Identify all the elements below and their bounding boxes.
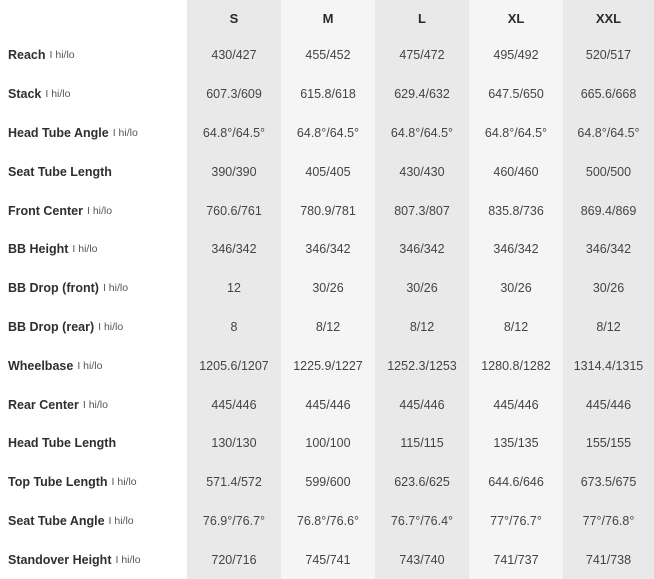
value-cell: 760.6/761 <box>206 203 262 218</box>
row-label-text: BB Height <box>8 242 69 257</box>
row-label-qualifier: I hi/lo <box>98 320 124 333</box>
value-cell: 8/12 <box>596 319 621 334</box>
value-cell: 64.8°/64.5° <box>390 125 454 140</box>
value-cell: 1252.3/1253 <box>387 358 457 373</box>
row-label <box>0 540 187 579</box>
value-cell: 30/26 <box>312 281 344 296</box>
value-cell: 445/446 <box>305 397 351 412</box>
value-cell: 64.8°/64.5° <box>202 125 266 140</box>
row-label-text: Seat Tube Length <box>8 164 112 179</box>
value-cell: 673.5/675 <box>580 475 637 490</box>
value-cell: 460/460 <box>493 164 539 179</box>
row-label <box>0 385 187 424</box>
value-cell: 629.4/632 <box>394 87 450 102</box>
value-cell: 390/390 <box>211 164 257 179</box>
value-cell: 77°/76.8° <box>582 513 635 528</box>
value-cell: 741/737 <box>493 552 539 567</box>
row-label-text: Standover Height <box>8 552 112 567</box>
value-cell: 8 <box>230 319 238 334</box>
row-label <box>0 424 187 463</box>
value-cell: 405/405 <box>305 164 351 179</box>
value-cell: 644.6/646 <box>488 475 544 490</box>
size-header-l: L <box>418 10 426 26</box>
row-label-qualifier: I hi/lo <box>115 553 141 566</box>
value-cell: 1205.6/1207 <box>199 358 269 373</box>
value-cell: 30/26 <box>500 281 532 296</box>
value-cell: 495/492 <box>493 48 539 63</box>
value-cell: 115/115 <box>400 436 444 451</box>
value-cell: 741/738 <box>585 552 632 567</box>
row-label-text: BB Drop (rear) <box>8 319 95 334</box>
row-label-qualifier: I hi/lo <box>72 243 98 256</box>
row-label-text: Top Tube Length <box>8 475 108 490</box>
value-cell: 520/517 <box>585 48 632 63</box>
value-cell: 76.7°/76.4° <box>390 513 454 528</box>
value-cell: 64.8°/64.5° <box>577 125 640 140</box>
value-cell: 445/446 <box>585 397 632 412</box>
value-cell: 743/740 <box>399 552 445 567</box>
row-label <box>0 114 187 153</box>
row-label-text: BB Drop (front) <box>8 281 99 296</box>
size-header-xl: XL <box>507 10 525 26</box>
value-cell: 346/342 <box>211 242 257 257</box>
value-cell: 430/427 <box>211 48 257 63</box>
value-cell: 445/446 <box>211 397 257 412</box>
row-label <box>0 269 187 308</box>
value-cell: 100/100 <box>305 436 351 451</box>
size-header-m: M <box>322 10 334 26</box>
value-cell: 8/12 <box>409 319 435 334</box>
value-cell: 720/716 <box>211 552 257 567</box>
value-cell: 8/12 <box>503 319 529 334</box>
row-label <box>0 191 187 230</box>
value-cell: 430/430 <box>399 164 445 179</box>
row-label <box>0 36 187 75</box>
value-cell: 135/135 <box>493 436 539 451</box>
row-label-text: Head Tube Length <box>8 436 117 451</box>
header-corner <box>0 0 187 36</box>
row-label <box>0 230 187 269</box>
size-header-s: S <box>229 10 239 26</box>
value-cell: 76.8°/76.6° <box>296 513 360 528</box>
value-cell: 869.4/869 <box>580 203 637 218</box>
size-header-xxl: XXL <box>595 10 622 26</box>
row-label-qualifier: I hi/lo <box>102 282 129 295</box>
value-cell: 8/12 <box>315 319 341 334</box>
row-label-qualifier: I hi/lo <box>108 514 134 527</box>
value-cell: 77°/76.7° <box>490 513 542 528</box>
row-label-text: Head Tube Angle <box>8 125 109 140</box>
value-cell: 665.6/668 <box>580 87 637 102</box>
row-label-text: Wheelbase <box>8 358 74 373</box>
row-label <box>0 502 187 541</box>
value-cell: 475/472 <box>399 48 445 63</box>
value-cell: 807.3/807 <box>394 203 450 218</box>
row-label-qualifier: I hi/lo <box>45 88 71 101</box>
value-cell: 1225.9/1227 <box>293 358 363 373</box>
value-cell: 623.6/625 <box>394 475 450 490</box>
value-cell: 835.8/736 <box>488 203 544 218</box>
row-label-text: Rear Center <box>8 397 79 412</box>
row-label-text: Stack <box>8 87 42 102</box>
value-cell: 12 <box>227 281 241 296</box>
value-cell: 615.8/618 <box>300 87 356 102</box>
row-label-qualifier: I hi/lo <box>77 359 103 372</box>
value-cell: 64.8°/64.5° <box>484 125 548 140</box>
row-label-qualifier: I hi/lo <box>112 126 138 139</box>
row-label <box>0 308 187 347</box>
value-cell: 780.9/781 <box>300 203 356 218</box>
value-cell: 346/342 <box>493 242 539 257</box>
value-cell: 455/452 <box>305 48 351 63</box>
row-label-text: Front Center <box>8 203 83 218</box>
row-label-qualifier: I hi/lo <box>49 49 75 62</box>
value-cell: 647.5/650 <box>488 87 544 102</box>
value-cell: 30/26 <box>592 281 625 296</box>
row-label-text: Seat Tube Angle <box>8 513 105 528</box>
value-cell: 30/26 <box>406 281 438 296</box>
value-cell: 445/446 <box>399 397 445 412</box>
value-cell: 745/741 <box>305 552 351 567</box>
value-cell: 607.3/609 <box>206 87 262 102</box>
value-cell: 346/342 <box>399 242 445 257</box>
value-cell: 155/155 <box>585 436 632 451</box>
row-label <box>0 75 187 114</box>
value-cell: 1280.8/1282 <box>481 358 551 373</box>
row-label-qualifier: I hi/lo <box>82 398 108 411</box>
value-cell: 445/446 <box>493 397 539 412</box>
value-cell: 76.9°/76.7° <box>202 513 266 528</box>
value-cell: 130/130 <box>211 436 257 451</box>
value-cell: 571.4/572 <box>206 475 262 490</box>
value-cell: 346/342 <box>305 242 351 257</box>
row-label <box>0 346 187 385</box>
value-cell: 500/500 <box>585 164 632 179</box>
row-label-text: Reach <box>8 48 46 63</box>
row-label-qualifier: I hi/lo <box>111 476 137 489</box>
row-label <box>0 463 187 502</box>
value-cell: 1314.4/1315 <box>573 358 644 373</box>
value-cell: 599/600 <box>305 475 351 490</box>
value-cell: 64.8°/64.5° <box>296 125 360 140</box>
row-label <box>0 152 187 191</box>
row-label-qualifier: I hi/lo <box>87 204 113 217</box>
value-cell: 346/342 <box>585 242 632 257</box>
